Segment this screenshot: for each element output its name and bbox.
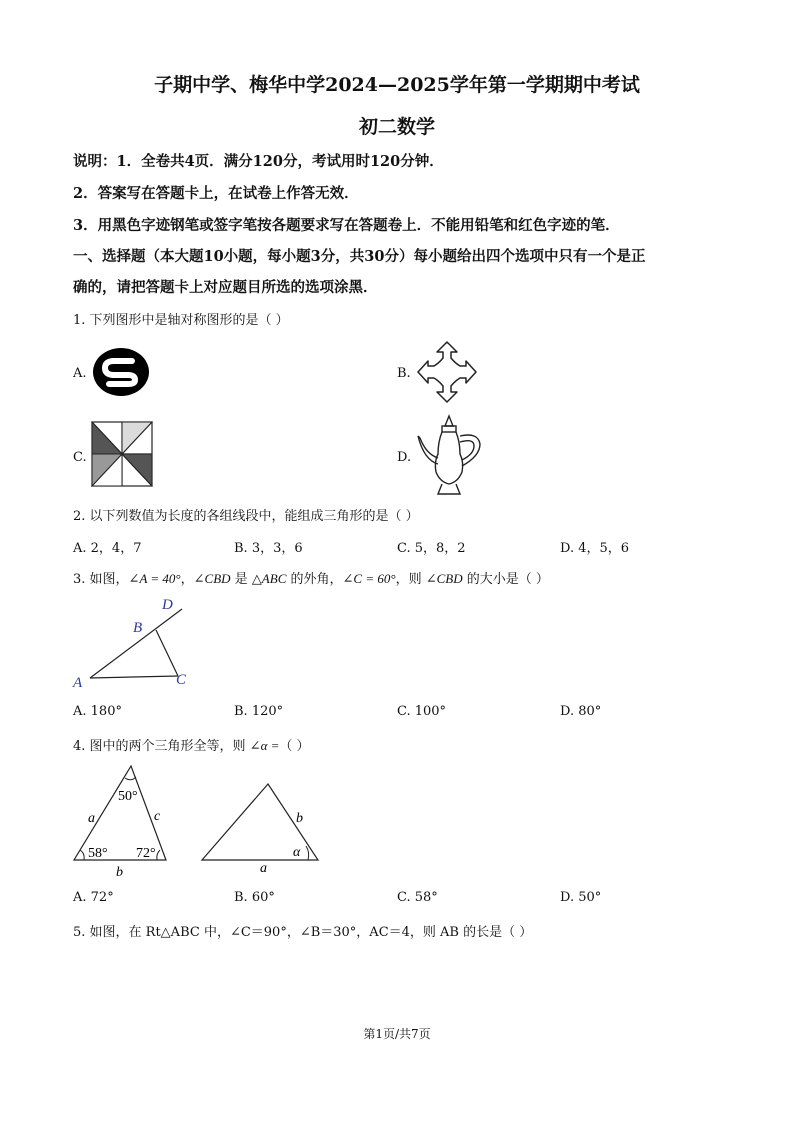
q3-angle-a: ∠A = 40°	[128, 571, 181, 586]
q1-option-b-label: B.	[397, 366, 411, 381]
instruction-line-1: 说明：1．全卷共4页．满分120分，考试用时120分钟．	[73, 153, 444, 170]
q4-angle-alpha: ∠α =	[249, 738, 280, 753]
q4-label-a2: a	[260, 861, 267, 876]
q3-mid: 是	[230, 572, 252, 587]
q3-label-b: B	[133, 620, 143, 636]
q4-option-a: A. 72°	[73, 890, 114, 905]
page-footer: 第1页/共7页	[363, 1027, 431, 1041]
exam-title: 子期中学、梅华中学2024—2025学年第一学期期中考试	[154, 74, 640, 96]
q3-tail: 的大小是（ ）	[462, 572, 549, 587]
pinwheel-icon	[91, 421, 153, 487]
q1-option-d-label: D.	[397, 450, 412, 465]
q2-option-a: A. 2，4，7	[73, 541, 142, 556]
four-arrows-icon	[417, 341, 477, 403]
q4-label-alpha: α	[293, 845, 301, 860]
q4-option-d: D. 50°	[560, 890, 602, 905]
q2-option-b: B. 3，3，6	[234, 541, 303, 556]
section-heading-line-2: 确的，请把答题卡上对应题目所选的选项涂黑．	[73, 279, 378, 296]
q2-option-d: D. 4，5，6	[560, 541, 630, 556]
exam-subtitle: 初二数学	[358, 116, 435, 138]
q3-triangle-figure	[70, 594, 200, 694]
question-3-stem	[73, 568, 549, 587]
q4-label-a: a	[88, 811, 95, 826]
question-1-stem: 1. 下列图形中是轴对称图形的是（ ）	[73, 313, 289, 328]
s-logo-icon	[92, 346, 150, 398]
q3-sep: ，	[180, 572, 194, 587]
q3-angle-cbd: ∠CBD	[193, 571, 231, 586]
q3-mid3: ，则	[395, 572, 426, 587]
q4-option-c: C. 58°	[397, 890, 438, 905]
q4-label-58: 58°	[88, 846, 108, 861]
question-4-stem	[73, 735, 310, 754]
q4-label-b2: b	[296, 811, 303, 826]
question-2-stem: 2. 以下列数值为长度的各组线段中，能组成三角形的是（ ）	[73, 509, 419, 524]
section-heading-line-1: 一、选择题（本大题10小题，每小题3分，共30分）每小题给出四个选项中只有一个是正	[73, 248, 646, 265]
q4-stem-prefix: 4. 图中的两个三角形全等，则	[73, 739, 250, 754]
q1-option-a-label: A.	[73, 366, 87, 381]
q3-angle-cbd-2: ∠CBD	[425, 571, 463, 586]
instruction-line-2: 2．答案写在答题卡上，在试卷上作答无效．	[73, 185, 359, 202]
q3-angle-c: ∠C = 60°	[342, 571, 396, 586]
question-5-stem: 5. 如图，在 Rt△ABC 中，∠C＝90°，∠B＝30°，AC＝4，则 AB 的长是（ ）	[73, 925, 533, 940]
q4-label-b: b	[116, 865, 123, 880]
q4-tail: （ ）	[279, 739, 310, 754]
q2-option-c: C. 5，8，2	[397, 541, 466, 556]
q4-triangles-figure	[70, 760, 330, 880]
q4-label-72: 72°	[136, 846, 156, 861]
q3-mid2: 的外角，	[286, 572, 343, 587]
q3-option-b: B. 120°	[234, 704, 284, 719]
q3-label-c: C	[176, 672, 187, 688]
teapot-icon	[416, 414, 484, 496]
q4-option-b: B. 60°	[234, 890, 275, 905]
q3-triangle: △ABC	[251, 571, 287, 586]
q3-option-c: C. 100°	[397, 704, 447, 719]
q1-option-c-label: C.	[73, 450, 87, 465]
q4-label-c: c	[154, 809, 161, 824]
instruction-line-3: 3．用黑色字迹钢笔或签字笔按各题要求写在答题卷上．不能用铅笔和红色字迹的笔．	[73, 217, 620, 234]
q3-label-d: D	[162, 597, 173, 613]
q4-label-50: 50°	[118, 789, 138, 804]
q3-stem-prefix: 3. 如图，	[73, 572, 129, 587]
q3-label-a: A	[73, 675, 83, 691]
q3-option-d: D. 80°	[560, 704, 602, 719]
q3-option-a: A. 180°	[73, 704, 122, 719]
